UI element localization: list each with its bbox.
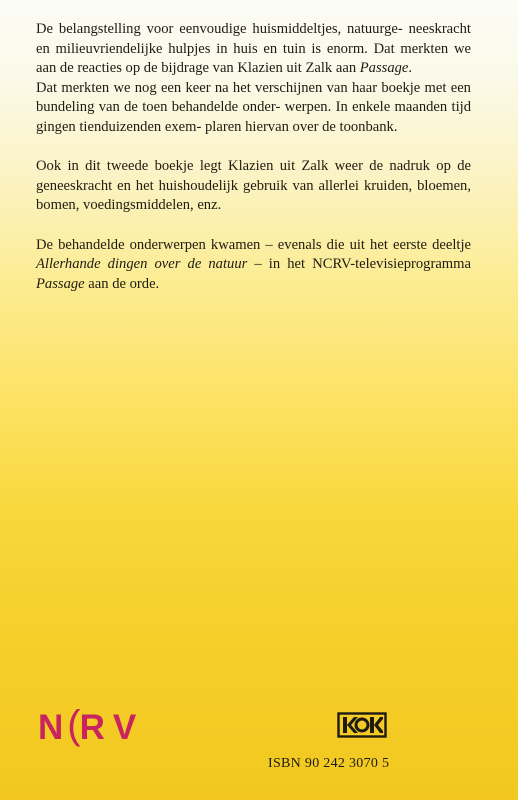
text-line: kruiden, bloemen, bomen, voedingsmiddelen, enz. — [36, 177, 471, 214]
program-title: Passage — [36, 275, 85, 292]
ncrv-logo-paren: ( — [67, 703, 83, 747]
text-line: De belangstelling voor eenvoudige huismiddeltjes, natuurge- — [36, 21, 403, 37]
ncrv-logo-letter: N — [38, 707, 66, 747]
program-title: Passage — [359, 60, 409, 77]
blurb-text — [36, 20, 471, 294]
blurb-paragraph-2 — [36, 79, 471, 138]
text-line: Klazien uit Zalk aan — [237, 60, 360, 77]
text-line: enorm. Dat merkten we aan de reacties op de bijdrage van — [36, 40, 471, 77]
kok-publisher-logo-icon — [337, 712, 387, 738]
ncrv-logo — [38, 705, 138, 750]
ncrv-logo-letter: R — [79, 707, 107, 747]
text-line: eerste deeltje — [392, 236, 471, 253]
text-line: Dat merkten we nog een keer na het verschijnen van haar — [36, 79, 378, 96]
text-line: – in het — [247, 256, 306, 273]
text-line: NCRV-televisieprogramma — [312, 256, 471, 273]
text-line: plaren hiervan over de toonbank. — [205, 118, 398, 135]
blurb-paragraph-3 — [36, 157, 471, 216]
text-punct: . — [408, 60, 413, 77]
text-line: aan de orde. — [84, 275, 160, 292]
blurb-paragraph-1 — [36, 20, 471, 79]
ncrv-logo-letter: V — [112, 707, 139, 747]
text-line: Ook in dit tweede boekje legt Klazien uit Zalk weer de nadruk — [36, 158, 430, 175]
text-line: boekje met een bundeling van de toen behandelde onder- — [36, 79, 471, 116]
isbn-number: ISBN 90 242 3070 5 — [268, 756, 390, 771]
text-line: neeskracht en milieuvriendelijke hulpjes in huis en tuin is — [36, 21, 471, 57]
blurb-paragraph-4 — [36, 236, 471, 295]
text-line: op de geneeskracht en het huishoudelijk gebruik van allerlei — [36, 158, 471, 194]
text-line: De behandelde onderwerpen kwamen – evenals die uit het — [36, 236, 388, 253]
text-line: werpen. In enkele maanden tijd gingen tienduizenden exem- — [36, 99, 471, 135]
book-title: Allerhande dingen over de natuur — [36, 256, 248, 273]
